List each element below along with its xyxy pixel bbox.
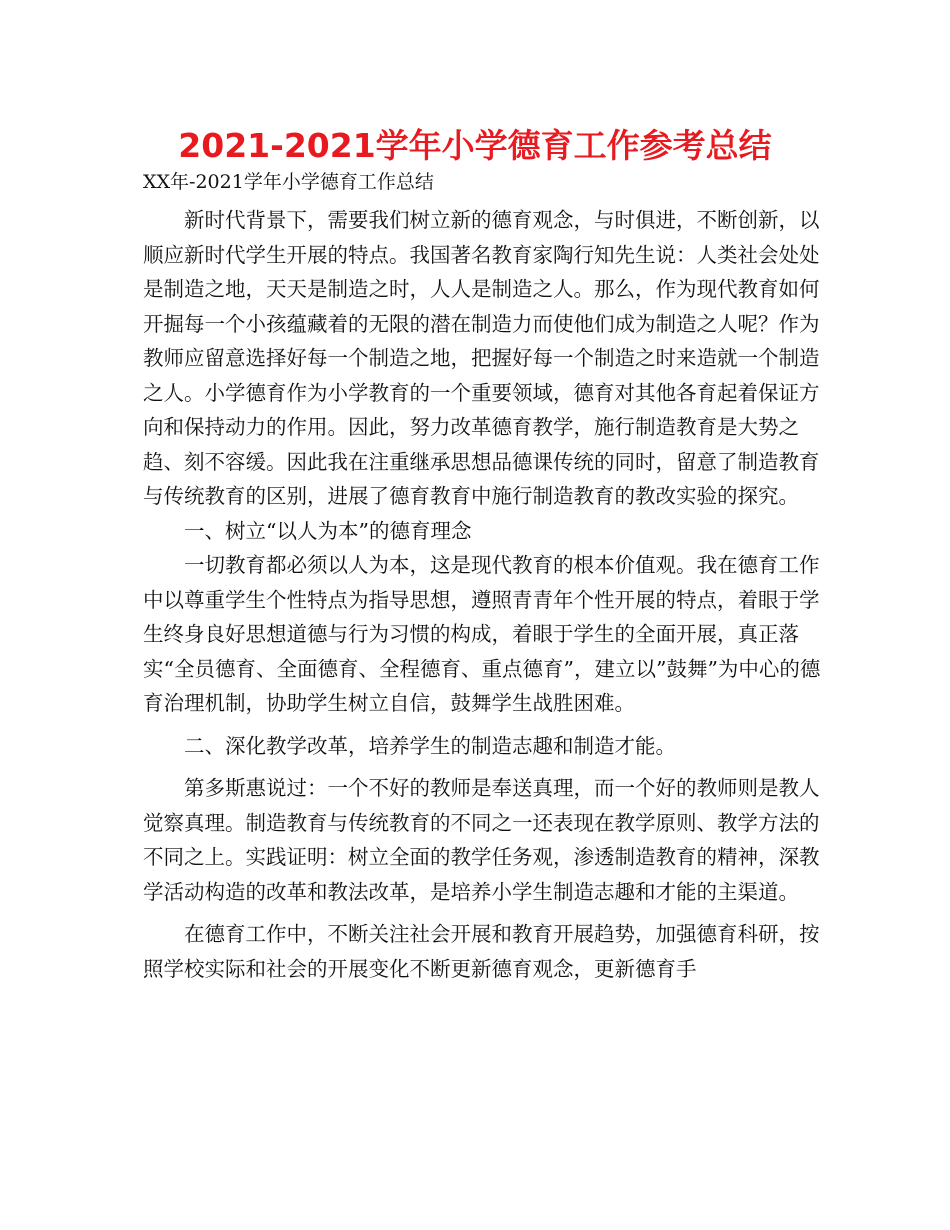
paragraph-intro: 新时代背景下，需要我们树立新的德育观念，与时俱进，不断创新，以顺应新时代学生开展的特点。我国著名教育家陶行知先生说：人类社会处处是制造之地，天天是制造之时，人人是制造之人。那么，作为现代教育如何开掘每一个小孩蕴藏着的无限的潜在制造力而使他们成为制造之人呢？作为教师应留意选择好每一个制造之地，把握好每一个制造之时来造就一个制造之人。小学德育作为小学教育的一个重要领域，德育对其他各育起着保证方向和保持动力的作用。因此，努力改革德育教学，施行制造教育是大势之趋、刻不容缓。因此我在注重继承思想品德课传统的同时，留意了制造教育与传统教育的区别，进展了德育教育中施行制造教育的教改实验的探究。 — [143, 208, 820, 508]
section-heading-1: 一、树立“以人为本”的德育理念 — [184, 518, 472, 543]
paragraph-section-2: 第多斯惠说过：一个不好的教师是奉送真理，而一个好的教师则是教人觉察真理。制造教育与传统教育的不同之一还表现在教学原则、教学方法的不同之上。实践证明：树立全面的教学任务观，渗透制造教育的精神，深教学活动构造的改革和教法改革，是培养小学生制造志趣和才能的主渠道。 — [143, 776, 820, 904]
section-heading-2: 二、深化教学改革，培养学生的制造志趣和制造才能。 — [184, 733, 676, 758]
document-subtitle: XX年-2021学年小学德育工作总结 — [143, 171, 434, 193]
paragraph-section-1: 一切教育都必须以人为本，这是现代教育的根本价值观。我在德育工作中以尊重学生个性特点为指导思想，遵照青青年个性开展的特点，着眼于学生终身良好思想道德与行为习惯的构成，着眼于学生的全面开展，真正落实“全员德育、全面德育、全程德育、重点德育”，建立以”鼓舞”为中心的德育治理机制，协助学生树立自信，鼓舞学生战胜困难。 — [143, 553, 821, 715]
paragraph-section-2-continued: 在德育工作中，不断关注社会开展和教育开展趋势，加强德育科研，按照学校实际和社会的开展变化不断更新德育观念，更新德育手 — [143, 922, 820, 981]
document-body — [143, 203, 833, 986]
document-title: 2021-2021学年小学德育工作参考总结 — [178, 126, 772, 165]
